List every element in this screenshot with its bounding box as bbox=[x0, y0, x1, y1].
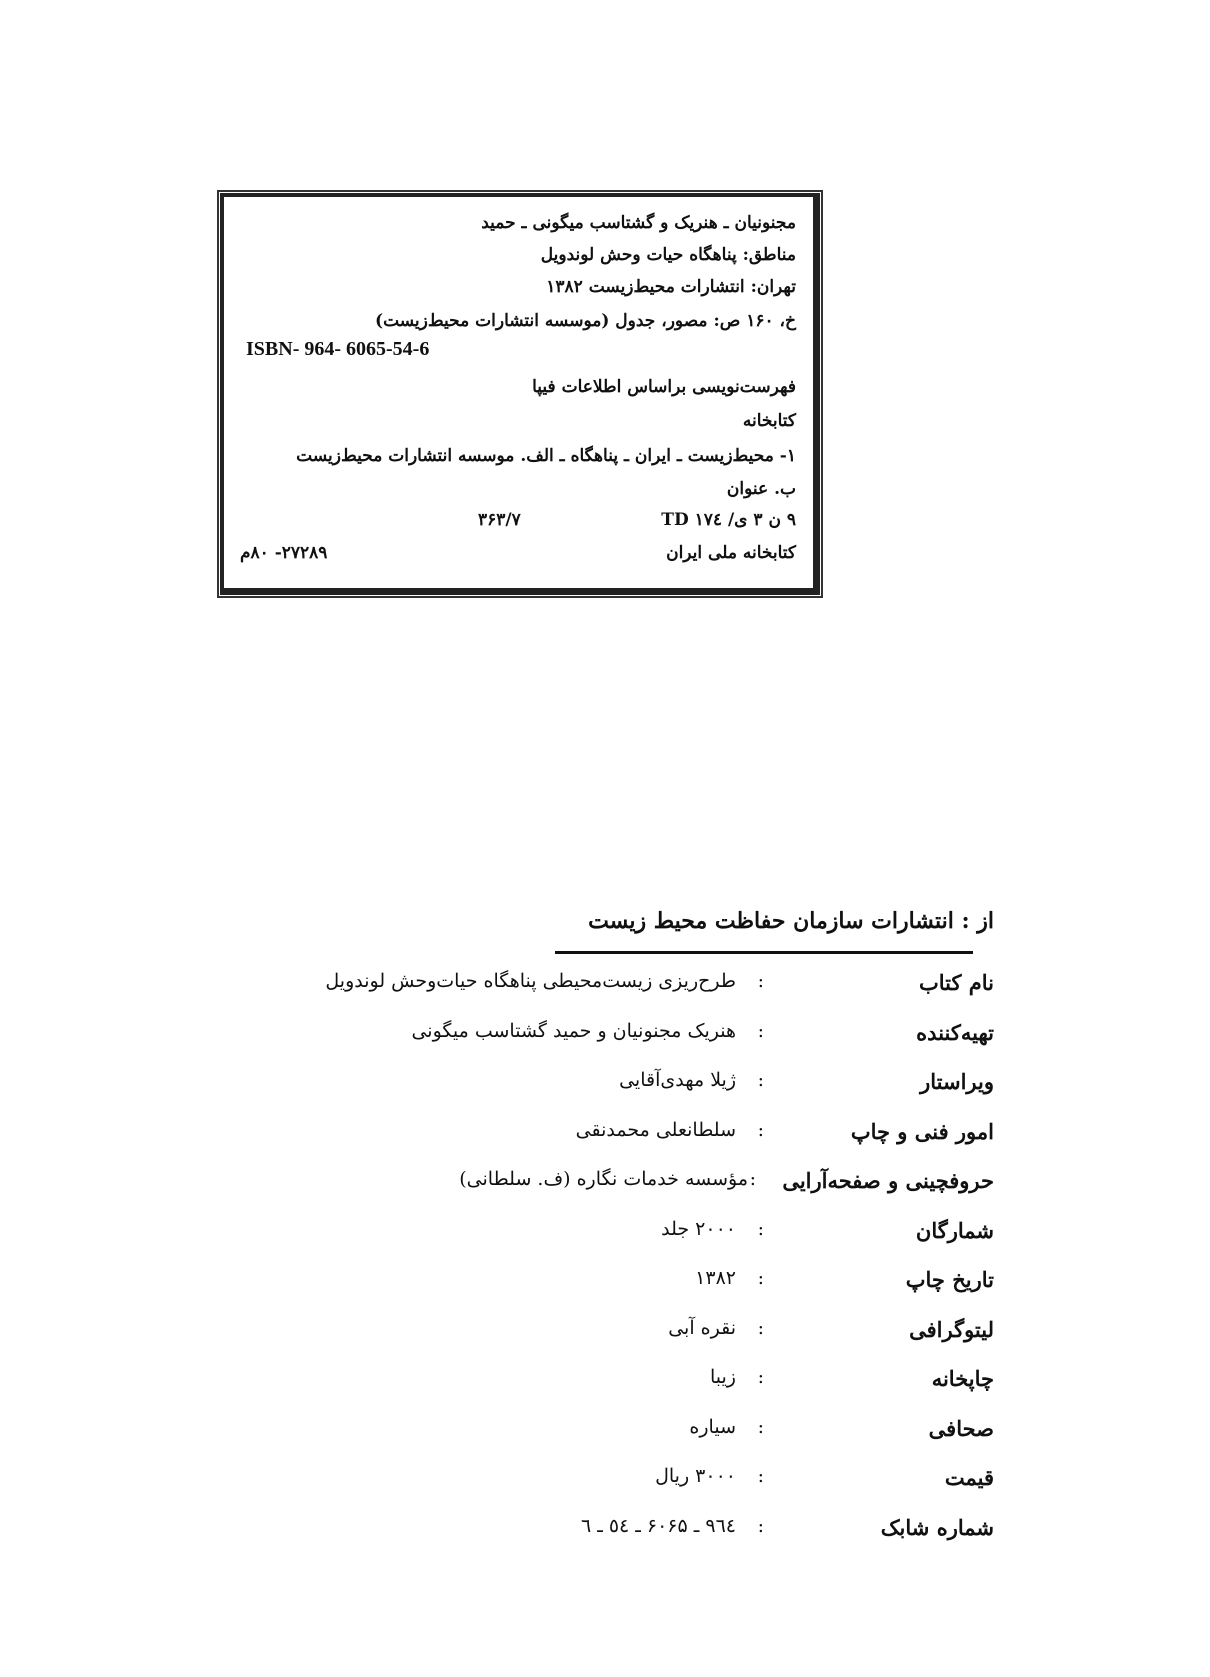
colophon-row-printing-house bbox=[234, 1358, 994, 1408]
colophon-separator: : bbox=[757, 1316, 764, 1339]
catalog-bibliography-line: کتابخانه bbox=[742, 411, 796, 431]
catalog-author-line: مجنونیان ـ هنریک و گشتاسب میگونی ـ حمید bbox=[481, 213, 796, 233]
colophon-row-print-run bbox=[234, 1210, 994, 1260]
colophon-label: تاریخ چاپ bbox=[905, 1267, 994, 1292]
catalog-record-number: ۲۷۲۸۹- ۸۰م bbox=[240, 543, 328, 563]
colophon-label: تهیه‌کننده bbox=[916, 1019, 994, 1045]
colophon-value: نقره آبی bbox=[668, 1316, 736, 1339]
colophon-row-book-title bbox=[234, 962, 994, 1012]
catalog-subjects-line: ۱- محیط‌زیست ـ ایران ـ پناهگاه ـ الف. موسسه انتشارات محیط‌زیست bbox=[296, 446, 796, 466]
colophon-row-print-date bbox=[234, 1259, 994, 1309]
catalog-dewey-number: ۳۶۳/۷ bbox=[478, 510, 521, 530]
colophon-value: مؤسسه خدمات نگاره (ف. سلطانی) bbox=[459, 1168, 748, 1190]
colophon-separator: : bbox=[757, 1514, 764, 1537]
colophon-label: ویراستار bbox=[920, 1069, 994, 1094]
colophon-value: ۳۰۰۰ ریال bbox=[655, 1465, 736, 1487]
colophon-separator: : bbox=[757, 970, 764, 992]
colophon-label: صحافی bbox=[928, 1415, 994, 1441]
colophon-row-binding bbox=[234, 1408, 994, 1458]
colophon-separator: : bbox=[757, 1019, 764, 1042]
colophon-label: شماره شابک bbox=[880, 1514, 994, 1540]
colophon-label: حروفچینی و صفحه‌آرایی bbox=[782, 1168, 994, 1193]
catalog-isbn: ISBN- 964- 6065-54-6 bbox=[246, 338, 430, 360]
publisher-heading: از : انتشارات سازمان حفاظت محیط زیست bbox=[588, 908, 994, 934]
colophon-separator: : bbox=[757, 1069, 764, 1091]
colophon-separator: : bbox=[757, 1465, 764, 1487]
colophon-label: شمارگان bbox=[915, 1217, 994, 1243]
colophon-row-price bbox=[234, 1457, 994, 1507]
colophon-label: نام کتاب bbox=[918, 970, 994, 995]
colophon-row-editor bbox=[234, 1061, 994, 1111]
colophon-value: سیاره bbox=[689, 1415, 736, 1438]
colophon-value: ۱۳۸۲ bbox=[695, 1267, 736, 1289]
colophon-separator: : bbox=[757, 1366, 764, 1388]
catalog-card bbox=[220, 193, 820, 595]
colophon-separator: : bbox=[757, 1415, 764, 1438]
catalog-classification-row bbox=[256, 510, 796, 536]
catalog-title-entry-line: ب. عنوان bbox=[726, 479, 796, 499]
colophon-separator: : bbox=[749, 1168, 756, 1190]
colophon-value: ژیلا مهدی‌آقایی bbox=[619, 1069, 736, 1091]
colophon-label: قیمت bbox=[944, 1465, 994, 1490]
catalog-cip-line: فهرست‌نویسی براساس اطلاعات فیپا bbox=[532, 377, 796, 397]
colophon-label: لیتوگرافی bbox=[909, 1316, 994, 1342]
colophon-row-lithography bbox=[234, 1309, 994, 1359]
catalog-physical-line: خ، ۱۶۰ ص: مصور، جدول (موسسه انتشارات محیط‌زیست) bbox=[375, 311, 796, 331]
catalog-library-row bbox=[240, 543, 796, 569]
colophon-list bbox=[234, 962, 994, 1556]
colophon-row-preparer bbox=[234, 1012, 994, 1062]
colophon-row-technical bbox=[234, 1111, 994, 1161]
catalog-title-line: مناطق: پناهگاه حیات وحش لوندویل bbox=[540, 245, 796, 265]
catalog-national-library: کتابخانه ملی ایران bbox=[666, 543, 796, 563]
colophon-label: چاپخانه bbox=[931, 1366, 994, 1391]
colophon-value: طرح‌ریزی زیست‌محیطی پناهگاه حیات‌وحش لوندویل bbox=[325, 970, 736, 992]
colophon-value: هنریک مجنونیان و حمید گشتاسب میگونی bbox=[411, 1019, 736, 1042]
catalog-class-number: ۹ ن ۳ ی/ ۱۷٤ TD bbox=[661, 510, 796, 530]
colophon-separator: : bbox=[757, 1267, 764, 1289]
colophon-value: ۹٦٤ ـ ۶۰۶۵ ـ ٥٤ ـ ٦ bbox=[580, 1514, 736, 1537]
colophon-value: سلطانعلی محمدنقی bbox=[575, 1118, 736, 1141]
publisher-underline bbox=[555, 951, 973, 954]
catalog-imprint-line: تهران: انتشارات محیط‌زیست ۱۳۸۲ bbox=[546, 277, 796, 297]
colophon-value: ۲۰۰۰ جلد bbox=[661, 1217, 736, 1240]
colophon-row-typesetting bbox=[234, 1160, 994, 1210]
colophon-separator: : bbox=[757, 1118, 764, 1141]
colophon-label: امور فنی و چاپ bbox=[850, 1118, 994, 1144]
colophon-row-isbn bbox=[234, 1507, 994, 1557]
colophon-value: زیبا bbox=[710, 1366, 736, 1388]
colophon-separator: : bbox=[757, 1217, 764, 1240]
